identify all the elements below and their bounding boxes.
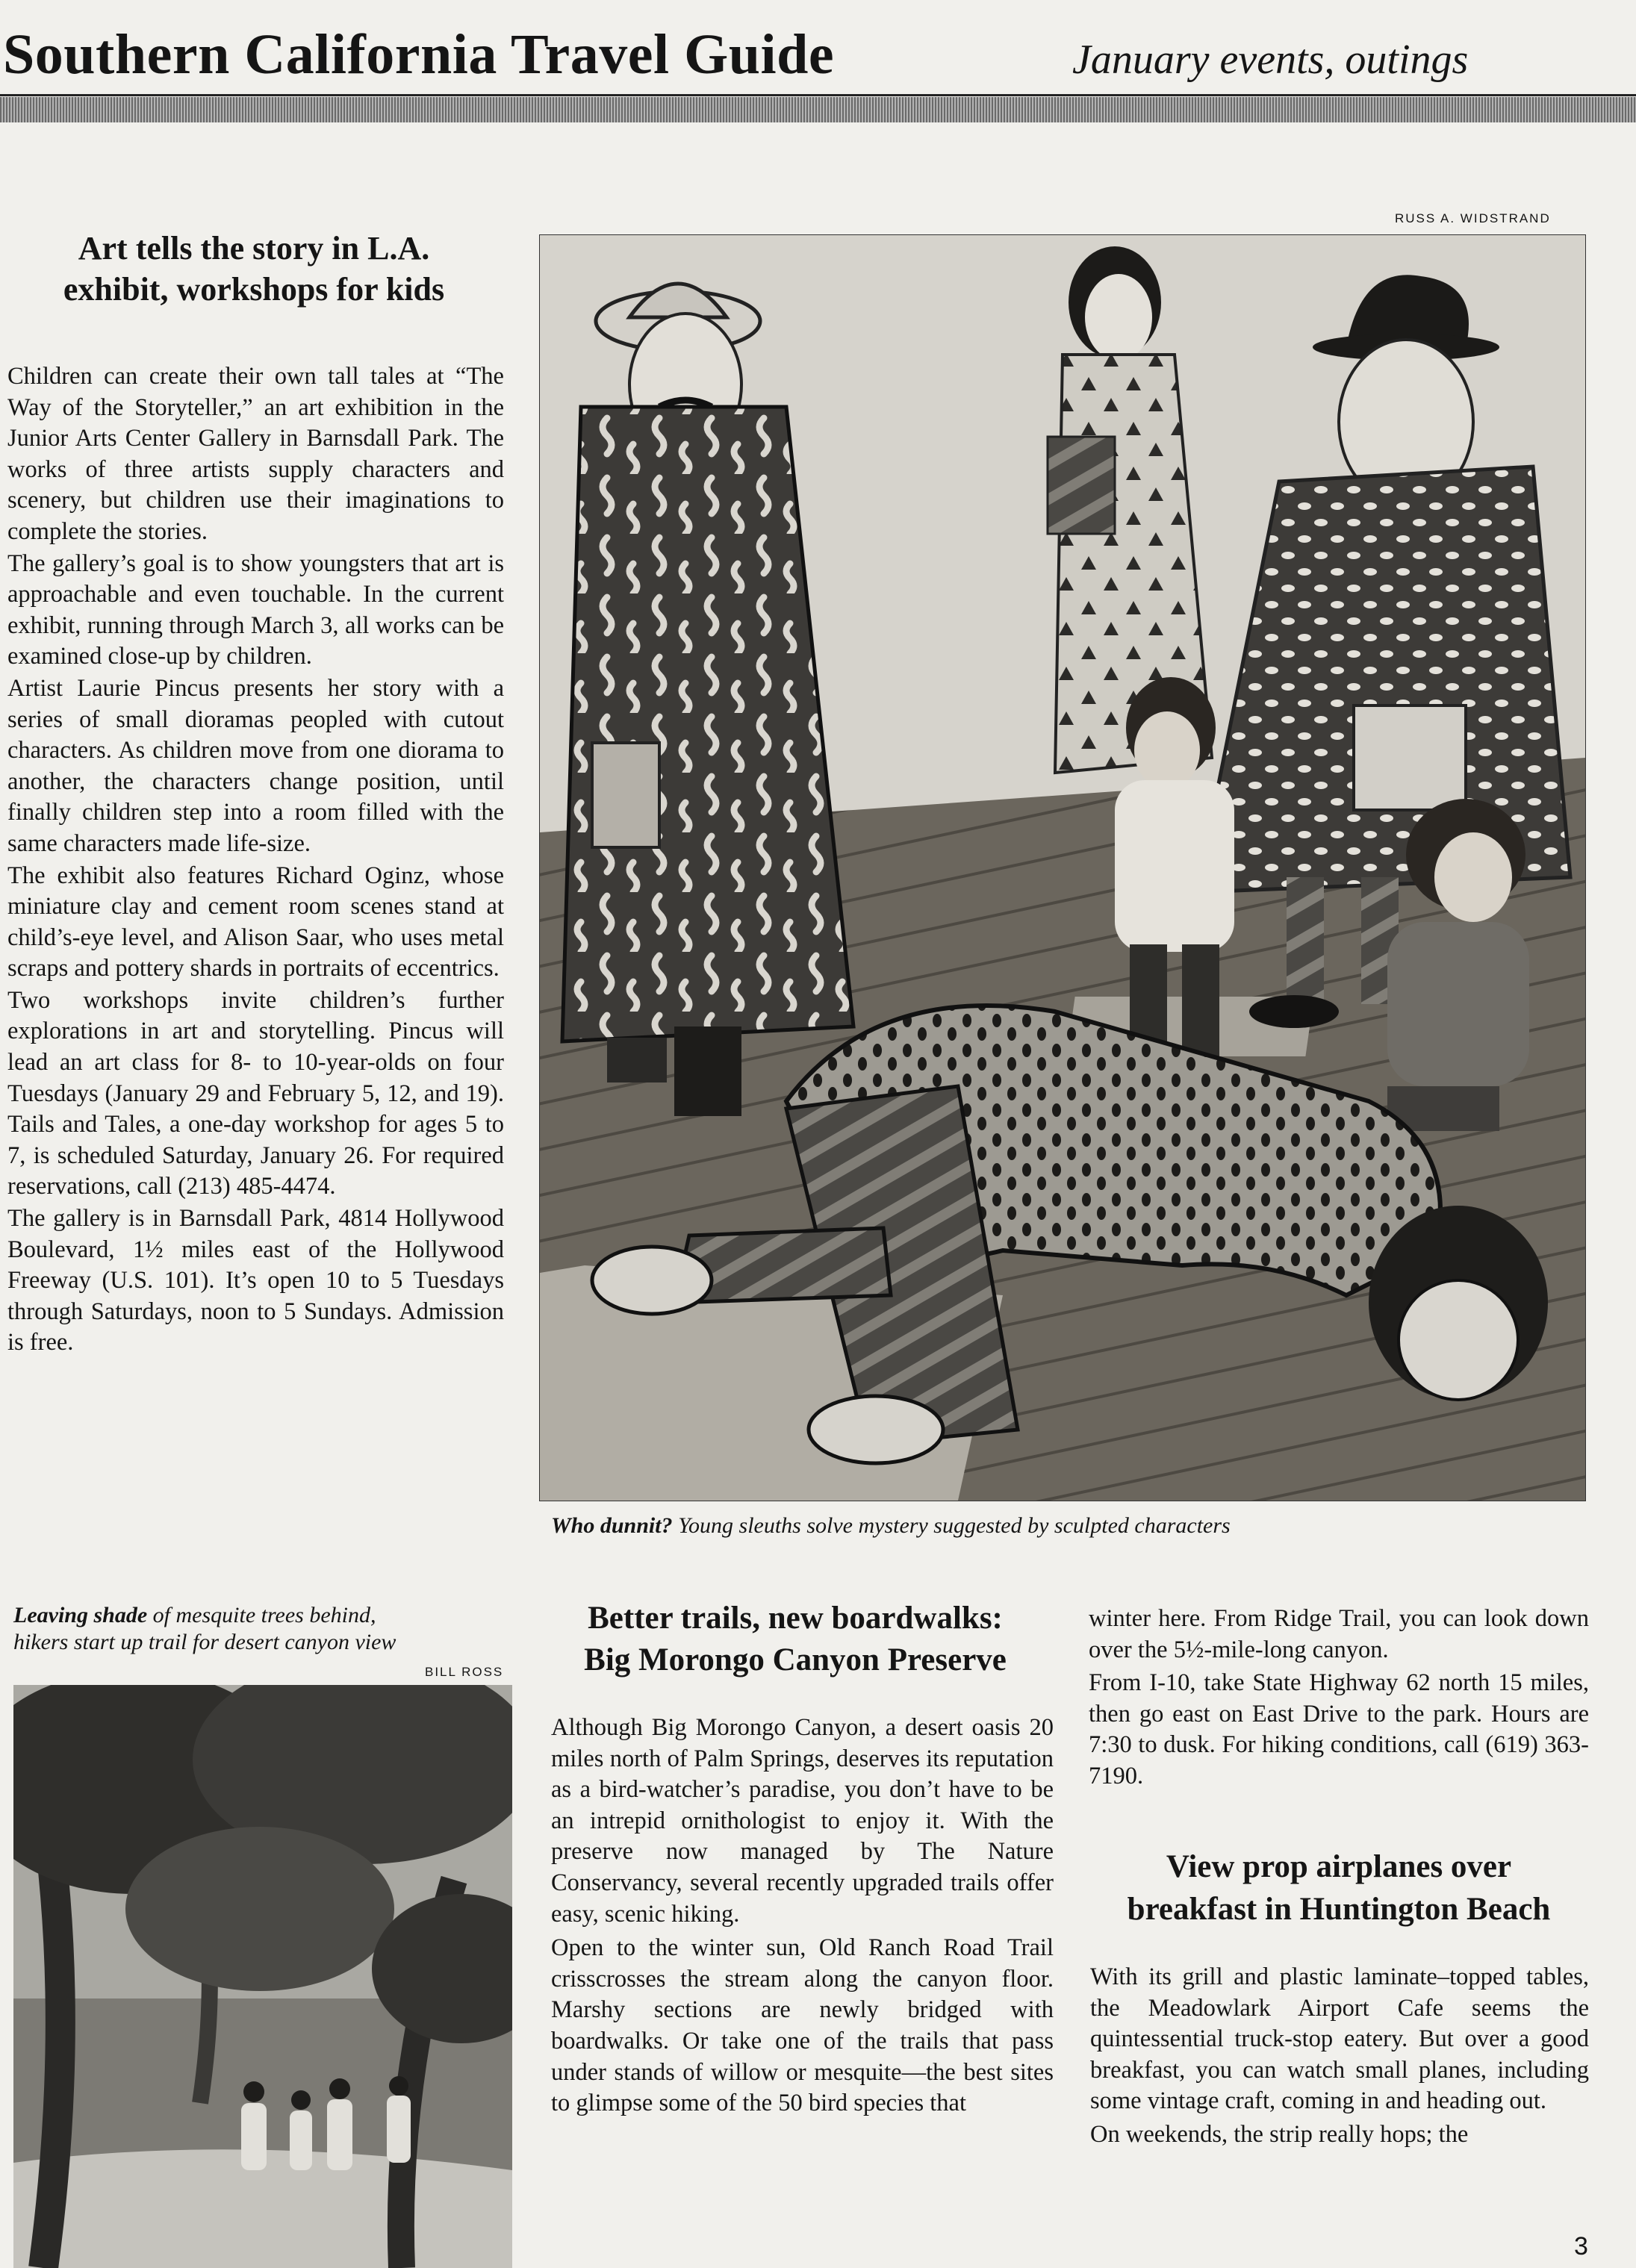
morongo-article-continued [1089, 1604, 1589, 1792]
art-article-body [7, 361, 504, 1359]
article-paragraph: Artist Laurie Pincus presents her story with a series of small dioramas peopled with cutout characters. As children move from one diorama to another, the characters change position, until finally children step into a room filled with the same characters made life-size. [7, 674, 504, 857]
article-paragraph: Children can create their own tall tales at “The Way of the Storyteller,” an art exhibition in the Junior Arts Center Gallery in Barnsdall Park. The works of three artists supply characters and scenery, but children use their imaginations to complete the stories. [7, 363, 504, 545]
article-paragraph: The gallery’s goal is to show youngsters that art is approachable and even touchable. In the current exhibit, running through March 3, all works can be examined close-up by children. [7, 549, 504, 670]
art-photo-caption [551, 1512, 1231, 1539]
art-photo-credit: RUSS A. WIDSTRAND [1395, 211, 1551, 225]
exhibit-illustration [540, 235, 1585, 1501]
caption-text: hikers start up trail for desert canyon view [13, 1630, 396, 1654]
caption-lead: Who dunnit? [551, 1513, 673, 1538]
article-paragraph: Two workshops invite children’s further explorations in art and storytelling. Pincus will lead an art class for 8- to 10-year-olds on four Tuesdays (January 29 and February 5, 12, and 19). Tails and Tales, a one-day workshop for ages 5 to 7, is scheduled Saturday, January 26. For required reservations, call (213) 485-4474. [7, 986, 504, 1200]
article-paragraph: Although Big Morongo Canyon, a desert oasis 20 miles north of Palm Springs, deserves its reputation as a bird-watcher’s paradise, you don’t have to be an intrepid ornithologist to enjoy it. With the preserve now managed by The Nature Conservancy, several recently upgraded trails offer easy, scenic hiking. [551, 1714, 1054, 1928]
desert-photo-credit: BILL ROSS [425, 1665, 504, 1679]
caption-text: Young sleuths solve mystery suggested by sculpted characters [672, 1513, 1231, 1538]
masthead-subtitle: January events, outings [1072, 37, 1469, 83]
desert-photo-caption [13, 1602, 396, 1656]
caption-lead: Leaving shade [13, 1603, 148, 1627]
masthead-rule [0, 94, 1636, 96]
masthead-halftone-bar [0, 97, 1636, 122]
desert-hikers-photo [13, 1685, 512, 2268]
airport-article-headline [1081, 1845, 1596, 1931]
article-paragraph: winter here. From Ridge Trail, you can look down over the 5½-mile-long canyon. [1089, 1605, 1589, 1663]
article-paragraph: The gallery is in Barnsdall Park, 4814 Hollywood Boulevard, 1½ miles east of the Hollywood Freeway (U.S. 101). It’s open 10 to 5 Tuesdays through Saturdays, noon to 5 Sundays. Admission is free. [7, 1205, 504, 1356]
masthead-title: Southern California Travel Guide [3, 23, 835, 86]
headline-line: View prop airplanes over [1166, 1849, 1512, 1884]
headline-line: Big Morongo Canyon Preserve [584, 1642, 1007, 1677]
airport-article-body [1090, 1962, 1589, 2151]
article-paragraph: With its grill and plastic laminate–topped tables, the Meadowlark Airport Cafe seems the quintessential truck-stop eatery. But over a good breakfast, you can watch small planes, including some vintage craft, coming in and heading out. [1090, 1963, 1589, 2115]
caption-text: of mesquite trees behind, [147, 1603, 376, 1627]
morongo-article-headline [545, 1598, 1045, 1681]
art-article-headline [0, 228, 508, 310]
headline-line: breakfast in Huntington Beach [1127, 1892, 1551, 1927]
article-paragraph: Open to the winter sun, Old Ranch Road Trail crisscrosses the stream along the canyon floor. Marshy sections are newly bridged with boardwalks. Or take one of the trails that pass under stands of willow or mesquite—the best sites to glimpse some of the 50 bird species that [551, 1934, 1054, 2117]
article-paragraph: From I-10, take State Highway 62 north 15 miles, then go east on East Drive to the park. Hours are 7:30 to dusk. For hiking conditions, call (619) 363-7190. [1089, 1669, 1589, 1789]
headline-line: exhibit, workshops for kids [63, 271, 445, 308]
page-number: 3 [1574, 2232, 1588, 2261]
morongo-article-body [551, 1713, 1054, 2119]
article-paragraph: On weekends, the strip really hops; the [1090, 2120, 1469, 2148]
desert-canyon-illustration [13, 1685, 512, 2268]
headline-line: Better trails, new boardwalks: [588, 1601, 1003, 1636]
headline-line: Art tells the story in L.A. [78, 230, 430, 267]
article-paragraph: The exhibit also features Richard Oginz, whose miniature clay and cement room scenes stand at child’s-eye level, and Alison Saar, who uses metal scraps and pottery shards in portraits of eccentrics. [7, 862, 504, 982]
storyteller-exhibit-photo [539, 234, 1586, 1501]
